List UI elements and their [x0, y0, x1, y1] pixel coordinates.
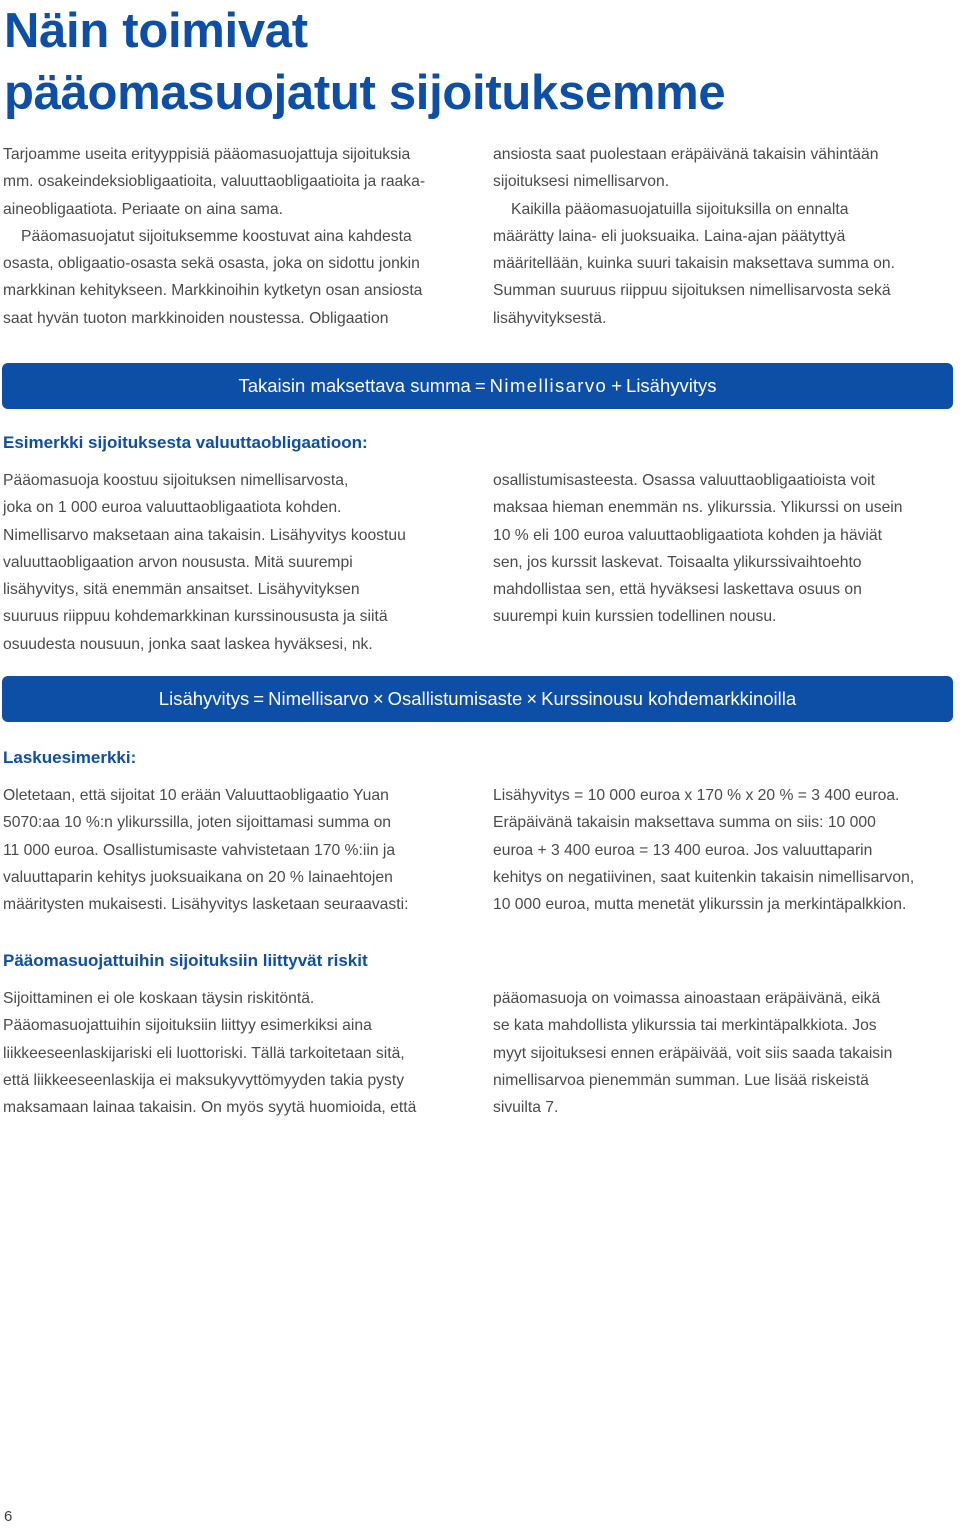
multiply-sign: × [526, 688, 538, 709]
risks-left-column [3, 985, 473, 1121]
text-line: osallistumisasteesta. Osassa valuuttaobligaatioista voit [493, 472, 875, 489]
text-line: osasta, obligaatio-osasta sekä osasta, joka on sidottu jonkin [3, 255, 420, 273]
text-line: Lisähyvitys = 10 000 euroa x 170 % x 20 % = 3 400 euroa. [493, 787, 900, 804]
text-line: Kaikilla pääomasuojatuilla sijoituksilla on ennalta [511, 200, 849, 218]
text-line: nimellisarvoa pienemmän summan. Lue lisää riskeistä [493, 1071, 869, 1089]
formula-term-nominal: Nimellisarvo [489, 375, 608, 396]
text-line: 10 000 euroa, mutta menetät ylikurssin ja merkintäpalkkion. [493, 896, 907, 914]
example-right-column [493, 467, 955, 631]
example-left-column [3, 467, 473, 658]
page-number: 6 [4, 1508, 13, 1525]
text-line: määritellään, kuinka suuri takaisin maksettava summa on. [493, 255, 895, 273]
intro-right-column [493, 141, 955, 332]
text-line: suurempi kuin kurssien todellinen nousu. [493, 608, 777, 626]
page-title-line-1: Näin toimivat [4, 4, 308, 58]
text-line: 11 000 euroa. Osallistumisaste vahvistetaan 170 %:iin ja [3, 841, 396, 859]
text-line: markkinan kehitykseen. Markkinoihin kytketyn osan ansiosta [3, 282, 423, 300]
equals-sign: = [253, 688, 265, 709]
formula-banner-repayment [2, 363, 953, 409]
text-line: euroa + 3 400 euroa = 13 400 euroa. Jos valuuttaparin [493, 841, 873, 859]
intro-left-column [3, 141, 473, 332]
text-line: suuruus riippuu kohdemarkkinan kurssinoususta ja siitä [3, 608, 388, 626]
text-line: 10 % eli 100 euroa valuuttaobligaatiota kohden ja häviät [493, 526, 882, 544]
calc-left-column [3, 782, 473, 918]
formula-term-participation: Osallistumisaste [387, 688, 523, 709]
plus-sign: + [611, 375, 623, 396]
text-line: valuuttaparin kehitys juoksuaikana on 20 % lainaehtojen [3, 868, 393, 886]
equals-sign: = [474, 375, 486, 396]
text-line: lisähyvityksestä. [493, 309, 607, 327]
text-line: liikkeeseenlaskijariski eli luottoriski. Tällä tarkoitetaan sitä, [3, 1044, 405, 1062]
text-line: Eräpäivänä takaisin maksettava summa on siis: 10 000 [493, 814, 876, 832]
text-line: 5070:aa 10 %:n ylikurssilla, joten sijoittamasi summa on [3, 814, 392, 832]
text-line: määritysten mukaisesti. Lisähyvitys lasketaan seuraavasti: [3, 896, 409, 914]
text-line: myyt sijoituksesi ennen eräpäivää, voit siis saada takaisin [493, 1044, 893, 1062]
text-line: lisähyvitys, sitä enemmän ansaitset. Lisähyvityksen [3, 581, 360, 599]
text-line: maksaa hieman enemmän ns. ylikurssia. Ylikurssi on usein [493, 499, 903, 517]
text-line: sijoituksesi nimellisarvon. [493, 173, 670, 191]
text-line: sen, jos kurssit laskevat. Toisaalta ylikurssivaihtoehto [493, 553, 862, 571]
multiply-sign: × [372, 688, 384, 709]
text-line: Nimellisarvo maksetaan aina takaisin. Lisähyvitys koostuu [3, 526, 406, 544]
text-line: sivuilta 7. [493, 1099, 559, 1117]
text-line: osuudesta nousuun, jonka saat laskea hyväksesi, nk. [3, 635, 373, 653]
text-line: Sijoittaminen ei ole koskaan täysin riskitöntä. [3, 990, 315, 1007]
formula-term-bonus: Lisähyvitys [158, 688, 250, 709]
text-line: Oletetaan, että sijoitat 10 erään Valuuttaobligaatio Yuan [3, 787, 389, 804]
risks-heading: Pääomasuojattuihin sijoituksiin liittyvät riskit [3, 951, 368, 970]
calc-heading: Laskuesimerkki: [3, 748, 137, 767]
page-title [4, 0, 725, 124]
text-line: Pääomasuojattuihin sijoituksiin liittyy esimerkiksi aina [3, 1017, 372, 1035]
formula-term-market-rise: Kurssinousu kohdemarkkinoilla [541, 688, 797, 709]
calc-right-column [493, 782, 955, 918]
text-line: maksamaan lainaa takaisin. On myös syytä huomioida, että [3, 1099, 417, 1117]
text-line: joka on 1 000 euroa valuuttaobligaatiota kohden. [3, 499, 342, 517]
risks-right-column [493, 985, 955, 1121]
text-line: valuuttaobligaation arvon noususta. Mitä suurempi [3, 553, 353, 571]
formula-banner-bonus [2, 676, 953, 722]
text-line: saat hyvän tuoton markkinoiden noustessa. Obligaation [3, 309, 389, 327]
page-title-line-2: pääomasuojatut sijoituksemme [4, 66, 726, 120]
text-line: aineobligaatiota. Periaate on aina sama. [3, 200, 283, 218]
text-line: mahdollistaa sen, että hyväksesi laskettava osuus on [493, 581, 862, 599]
text-line: Pääomasuojatut sijoituksemme koostuvat aina kahdesta [21, 227, 412, 245]
text-line: Summan suuruus riippuu sijoituksen nimellisarvosta sekä [493, 282, 891, 300]
text-line: se kata mahdollista ylikurssia tai merkintäpalkkiota. Jos [493, 1017, 877, 1035]
text-line: mm. osakeindeksiobligaatioita, valuuttaobligaatioita ja raaka- [3, 173, 426, 191]
formula-term-nominal: Nimellisarvo [268, 688, 369, 709]
text-line: Tarjoamme useita erityyppisiä pääomasuojattuja sijoituksia [3, 146, 411, 163]
text-line: pääomasuoja on voimassa ainoastaan eräpäivänä, eikä [493, 990, 881, 1007]
formula-term-repayment: Takaisin maksettava summa [238, 375, 471, 396]
example-heading: Esimerkki sijoituksesta valuuttaobligaatioon: [3, 433, 368, 452]
formula-term-bonus: Lisähyvitys [626, 375, 717, 396]
text-line: määrätty laina- eli juoksuaika. Laina-ajan päätyttyä [493, 227, 846, 245]
text-line: ansiosta saat puolestaan eräpäivänä takaisin vähintään [493, 146, 879, 163]
text-line: että liikkeeseenlaskija ei maksukyvyttömyyden takia pysty [3, 1071, 405, 1089]
text-line: Pääomasuoja koostuu sijoituksen nimellisarvosta, [3, 472, 349, 489]
text-line: kehitys on negatiivinen, saat kuitenkin takaisin nimellisarvon, [493, 868, 915, 886]
